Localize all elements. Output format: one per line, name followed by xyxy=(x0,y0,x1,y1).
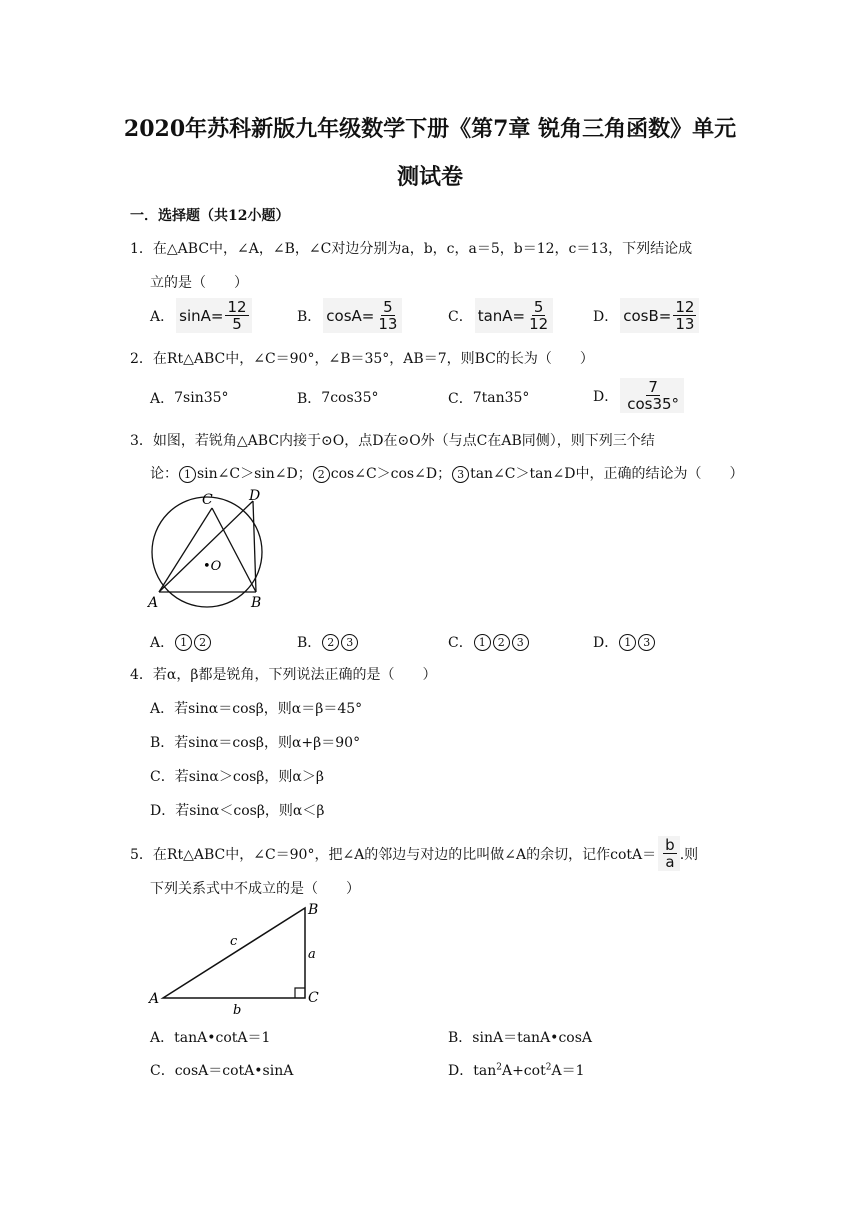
label-side-a: a xyxy=(308,947,316,962)
circled-number: 1 xyxy=(474,634,491,651)
option-letter: C． xyxy=(448,308,473,325)
question-5-option-c[interactable] xyxy=(150,1060,293,1080)
question-5-option-d[interactable] xyxy=(448,1060,584,1080)
option-letter: D． xyxy=(593,308,619,325)
section-heading: 一．选择题（共12小题） xyxy=(130,208,290,224)
fraction xyxy=(625,379,681,412)
question-1-option-b[interactable] xyxy=(297,298,402,333)
option-text: 若sinα＞cosβ，则α＞β xyxy=(174,769,324,785)
formula-func: tanA= xyxy=(477,306,526,325)
page-title: 2020年苏科新版九年级数学下册《第7章 锐角三角函数》单元 xyxy=(123,116,737,142)
question-4-option-a[interactable] xyxy=(150,698,362,718)
question-3-option-a[interactable] xyxy=(150,632,212,652)
label-o: •O xyxy=(203,559,222,574)
triangle xyxy=(163,908,305,998)
option-letter: C． xyxy=(448,391,473,407)
question-1-option-d[interactable] xyxy=(593,298,699,333)
segment-bc xyxy=(212,508,256,592)
option-letter: B． xyxy=(150,735,175,751)
question-3-stem: 3．如图，若锐角△ABC内接于⊙O，点D在⊙O外（与点C在AB同侧），则下列三个结 xyxy=(130,433,655,449)
stem-text: 论： xyxy=(150,466,178,482)
circle-o xyxy=(152,497,262,607)
question-2-option-c[interactable] xyxy=(448,388,529,408)
denominator: 13 xyxy=(675,315,695,333)
numerator: 5 xyxy=(383,298,393,316)
formula xyxy=(620,378,684,413)
option-text: 7sin35° xyxy=(174,390,229,406)
right-triangle-figure xyxy=(145,900,330,1018)
stem-text: .则 xyxy=(679,846,699,863)
numerator: 7 xyxy=(648,378,658,396)
option-text: 若sinα＝cosβ，则α+β＝90° xyxy=(174,735,361,751)
option-letter: C． xyxy=(448,635,473,651)
circled-number: 3 xyxy=(341,634,358,651)
option-text xyxy=(473,1060,584,1080)
numerator: b xyxy=(665,836,675,854)
circled-number: 2 xyxy=(194,634,211,651)
circled-number: 2 xyxy=(313,466,330,483)
question-2-stem: 2．在Rt△ABC中，∠C＝90°，∠B＝35°，AB＝7，则BC的长为（ ） xyxy=(130,351,594,367)
label-side-c: c xyxy=(230,934,238,949)
formula xyxy=(658,836,680,871)
option-letter: C． xyxy=(150,1063,175,1079)
denominator: 5 xyxy=(232,315,242,333)
question-4-option-d[interactable] xyxy=(150,800,324,820)
question-5-stem xyxy=(130,836,698,871)
right-angle-mark xyxy=(295,988,305,998)
option-letter: C． xyxy=(150,769,175,785)
circled-number: 2 xyxy=(322,634,339,651)
question-2-option-d[interactable] xyxy=(593,378,684,413)
segment-ad xyxy=(159,501,253,592)
option-letter: D． xyxy=(448,1063,474,1079)
stem-text: cos∠C＞cos∠D； xyxy=(330,466,452,482)
segment-ac xyxy=(159,508,212,592)
circled-number: 2 xyxy=(493,634,510,651)
option-letter: D． xyxy=(593,388,619,405)
label-c: C xyxy=(202,492,213,508)
option-letter: B． xyxy=(297,391,322,407)
option-letter: B． xyxy=(297,308,322,325)
text-part: tan xyxy=(473,1063,497,1079)
label-side-b: b xyxy=(233,1003,242,1018)
stem-text: 5．在Rt△ABC中，∠C＝90°，把∠A的邻边与对边的比叫做∠A的余切，记作cotA＝ xyxy=(130,846,657,863)
question-1-stem: 1．在△ABC中，∠A，∠B，∠C对边分别为a，b，c，a＝5，b＝12，c＝13，下列结论成 xyxy=(130,241,693,257)
fraction xyxy=(527,299,550,332)
page-title-line2: 测试卷 xyxy=(396,164,463,190)
fraction xyxy=(673,299,696,332)
text-part: A+cot xyxy=(501,1063,546,1079)
question-4-option-c[interactable] xyxy=(150,766,324,786)
denominator: 13 xyxy=(378,315,398,333)
option-letter: B． xyxy=(448,1030,473,1046)
label-d: D xyxy=(249,488,261,504)
superscript: 2 xyxy=(545,1062,552,1073)
label-a: A xyxy=(149,991,160,1007)
option-text: 若sinα＜cosβ，则α＜β xyxy=(175,803,325,819)
question-1-option-c[interactable] xyxy=(448,298,553,333)
circle-figure xyxy=(145,488,270,616)
fraction xyxy=(225,299,248,332)
formula-func: sinA= xyxy=(179,306,224,325)
circled-number: 3 xyxy=(452,466,469,483)
option-text: tanA•cotA＝1 xyxy=(174,1030,271,1046)
option-letter: A． xyxy=(150,635,175,651)
formula xyxy=(176,298,251,333)
question-1-stem-cont: 立的是（ ） xyxy=(150,275,248,291)
numerator: 12 xyxy=(675,298,695,316)
question-4-stem: 4．若α，β都是锐角，下列说法正确的是（ ） xyxy=(130,667,437,683)
question-1-option-a[interactable] xyxy=(150,298,252,333)
label-b: B xyxy=(251,595,262,611)
circled-number: 3 xyxy=(638,634,655,651)
stem-text: sin∠C＞sin∠D； xyxy=(197,466,312,482)
text-part: A＝1 xyxy=(551,1063,585,1079)
question-3-stem-cont xyxy=(150,463,743,483)
formula-func: cosB= xyxy=(623,306,672,325)
question-5-option-a[interactable] xyxy=(150,1027,270,1047)
option-letter: A． xyxy=(150,308,175,325)
option-text: 若sinα＝cosβ，则α＝β＝45° xyxy=(174,701,363,717)
question-3-option-b[interactable] xyxy=(297,632,359,652)
option-text: 7cos35° xyxy=(321,390,379,406)
question-2-option-a[interactable] xyxy=(150,388,229,408)
fraction xyxy=(663,837,677,870)
option-letter: A． xyxy=(150,1030,175,1046)
option-text: sinA＝tanA•cosA xyxy=(472,1030,593,1046)
denominator: cos35° xyxy=(627,395,680,413)
circled-number: 1 xyxy=(619,634,636,651)
option-letter: A． xyxy=(150,391,175,407)
question-3-option-c[interactable] xyxy=(448,632,530,652)
circled-number: 3 xyxy=(512,634,529,651)
question-4-option-b[interactable] xyxy=(150,732,360,752)
label-a: A xyxy=(148,595,159,611)
formula-func: cosA= xyxy=(326,306,375,325)
option-text: cosA＝cotA•sinA xyxy=(174,1063,294,1079)
label-b: B xyxy=(308,902,319,918)
fraction xyxy=(376,299,399,332)
segment-bd xyxy=(253,501,256,592)
option-letter: A． xyxy=(150,701,175,717)
option-letter: D． xyxy=(593,635,619,651)
circled-number: 1 xyxy=(179,466,196,483)
denominator: 12 xyxy=(529,315,549,333)
circled-number: 1 xyxy=(175,634,192,651)
question-3-option-d[interactable] xyxy=(593,632,656,652)
question-5-option-b[interactable] xyxy=(448,1027,592,1047)
superscript: 2 xyxy=(496,1062,502,1073)
option-letter: D． xyxy=(150,803,176,819)
option-text: 7tan35° xyxy=(472,390,530,406)
label-c: C xyxy=(308,990,319,1006)
question-2-option-b[interactable] xyxy=(297,388,378,408)
question-5-stem-cont: 下列关系式中不成立的是（ ） xyxy=(150,881,360,897)
formula xyxy=(620,298,699,333)
formula xyxy=(475,298,554,333)
numerator: 12 xyxy=(227,298,247,316)
denominator: a xyxy=(665,853,675,871)
formula xyxy=(323,298,402,333)
numerator: 5 xyxy=(533,298,544,316)
option-letter: B． xyxy=(297,635,322,651)
stem-text: tan∠C＞tan∠D中，正确的结论为（ ） xyxy=(470,466,744,482)
